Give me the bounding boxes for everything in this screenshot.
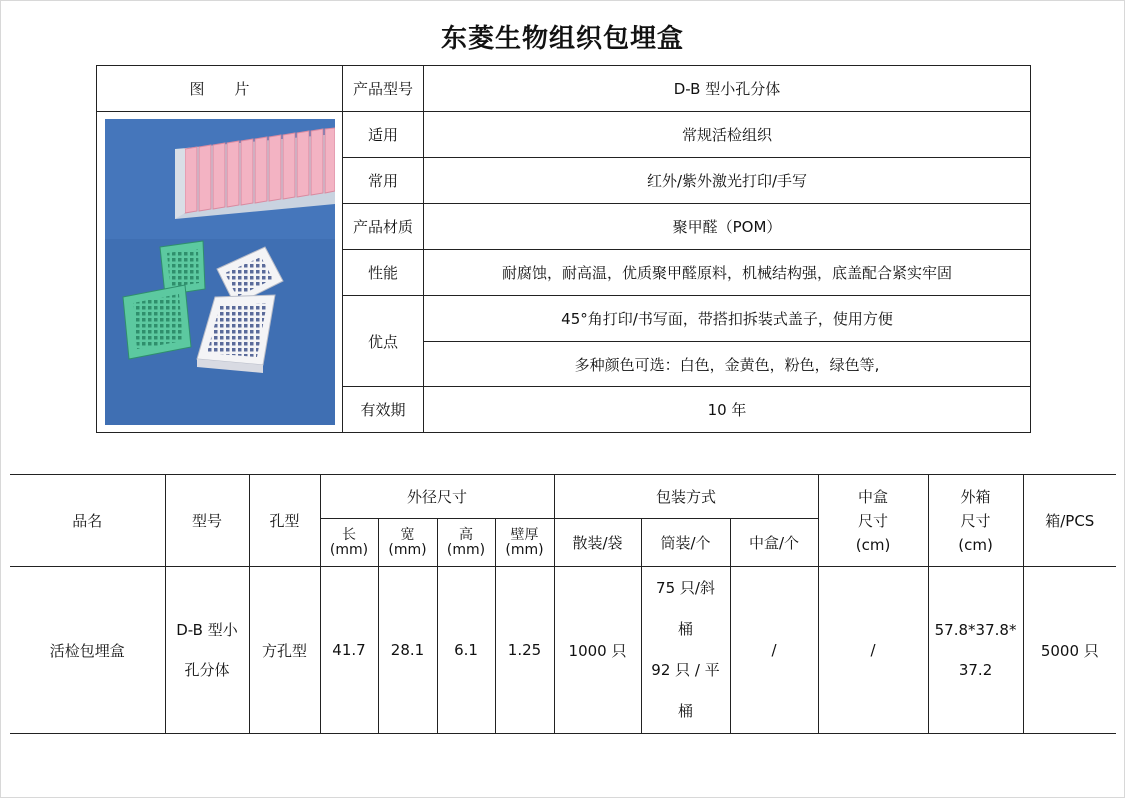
cell-bulk: 1000 只 — [554, 567, 641, 734]
spec-label: 性能 — [343, 250, 424, 296]
spec-value: 聚甲醛（POM） — [424, 204, 1031, 250]
spec-label: 常用 — [343, 158, 424, 204]
spec-label: 产品型号 — [343, 66, 424, 112]
header-midbox: 中盒/个 — [730, 519, 818, 567]
spec-value: 耐腐蚀，耐高温，优质聚甲醛原料，机械结构强，底盖配合紧实牢固 — [424, 250, 1031, 296]
header-model: 型号 — [165, 475, 249, 567]
header-length: 长 (mm) — [320, 519, 378, 567]
cell-tube: 75 只/斜 桶 92 只 / 平 桶 — [641, 567, 730, 734]
cell-model: D-B 型小 孔分体 — [165, 567, 249, 734]
cell-midbox: / — [730, 567, 818, 734]
spec-label: 产品材质 — [343, 204, 424, 250]
spec-value: 常规活检组织 — [424, 112, 1031, 158]
green-cassette-base-icon — [123, 285, 191, 359]
image-header: 图 片 — [97, 66, 343, 112]
header-height: 高 (mm) — [437, 519, 495, 567]
spec-value: 红外/紫外激光打印/手写 — [424, 158, 1031, 204]
spec-label: 适用 — [343, 112, 424, 158]
spec-value: 45°角打印/书写面，带搭扣拆装式盖子，使用方便 — [424, 296, 1031, 342]
spec-value: 10 年 — [424, 387, 1031, 433]
package-table — [10, 474, 1116, 734]
header-wall: 壁厚 (mm) — [495, 519, 554, 567]
header-hole: 孔型 — [249, 475, 320, 567]
cell-carton-size: 57.8*37.8* 37.2 — [928, 567, 1023, 734]
cell-width: 28.1 — [378, 567, 437, 734]
spec-value: D-B 型小孔分体 — [424, 66, 1031, 112]
spec-label: 有效期 — [343, 387, 424, 433]
product-photo-cell — [97, 112, 343, 433]
cell-carton-pcs: 5000 只 — [1023, 567, 1116, 734]
header-carton-size: 外箱 尺寸 (cm) — [928, 475, 1023, 567]
header-tube: 筒装/个 — [641, 519, 730, 567]
cell-name: 活检包埋盒 — [10, 567, 165, 734]
page-title: 东菱生物组织包埋盒 — [440, 24, 684, 54]
header-name: 品名 — [10, 475, 165, 567]
cell-height: 6.1 — [437, 567, 495, 734]
header-packing: 包装方式 — [554, 475, 818, 519]
spec-value: 多种颜色可选：白色，金黄色，粉色，绿色等, — [424, 342, 1031, 387]
header-outer-size: 外径尺寸 — [320, 475, 554, 519]
cell-length: 41.7 — [320, 567, 378, 734]
header-width: 宽 (mm) — [378, 519, 437, 567]
product-photo — [105, 119, 335, 425]
header-midbox-size: 中盒 尺寸 (cm) — [818, 475, 928, 567]
header-carton-pcs: 箱/PCS — [1023, 475, 1116, 567]
spec-label: 优点 — [343, 296, 424, 387]
spec-table — [96, 65, 1031, 433]
header-bulk: 散装/袋 — [554, 519, 641, 567]
cell-hole: 方孔型 — [249, 567, 320, 734]
cell-wall: 1.25 — [495, 567, 554, 734]
cell-midbox-size: / — [818, 567, 928, 734]
